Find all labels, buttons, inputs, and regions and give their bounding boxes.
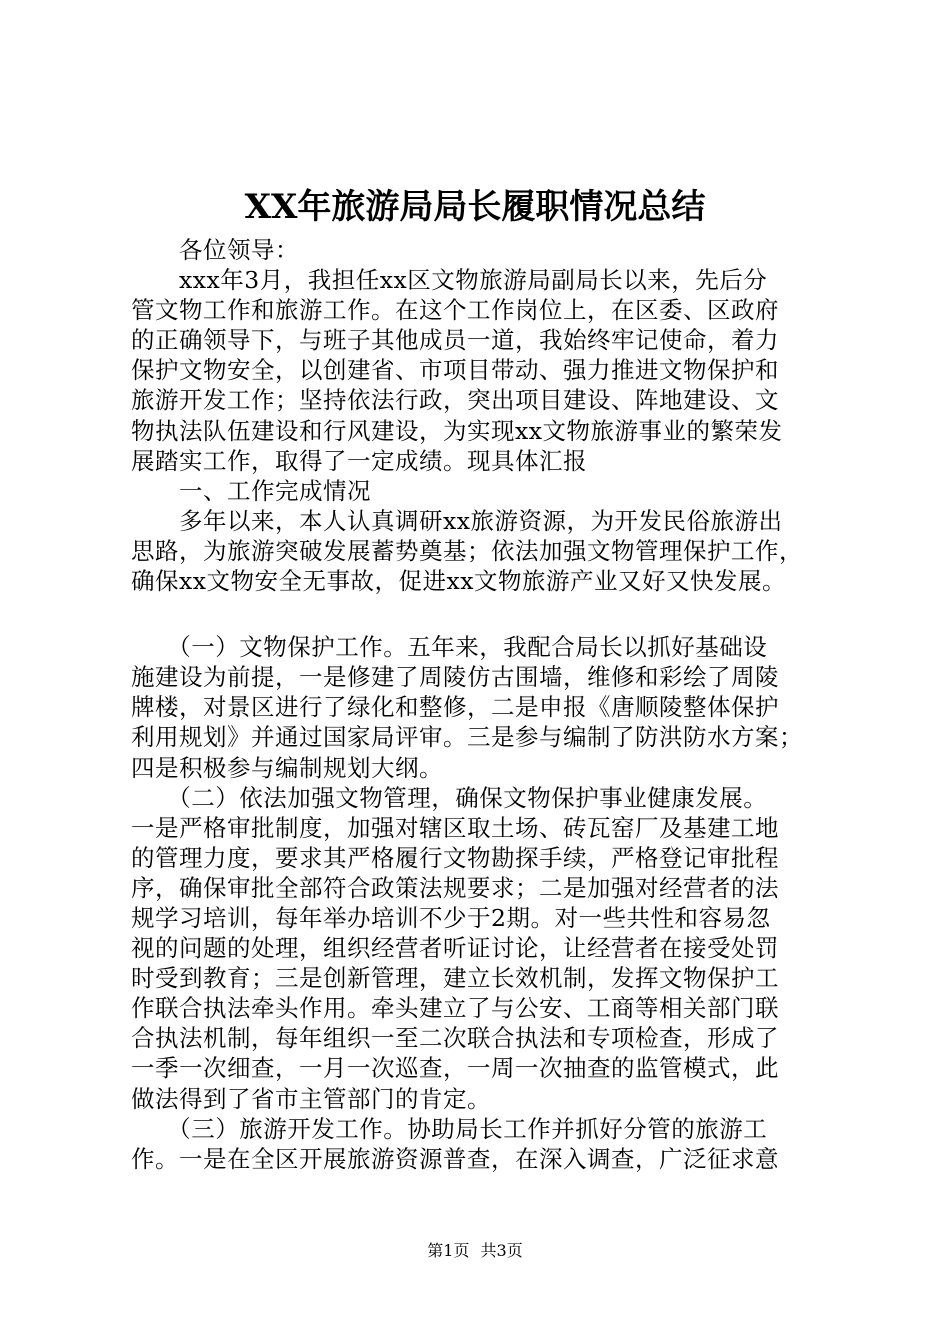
- body-line: xxx年3月，我担任xx区文物旅游局副局长以来，先后分: [131, 266, 768, 295]
- body-line: 保护文物安全，以创建省、市项目带动、强力推进文物保护和: [131, 356, 779, 385]
- page-number: 第1页: [427, 1241, 470, 1260]
- body-line: 视的问题的处理，组织经营者听证讨论，让经营者在接受处罚: [131, 934, 779, 963]
- body-line: 管文物工作和旅游工作。在这个工作岗位上，在区委、区政府: [131, 296, 779, 325]
- body-line: 多年以来，本人认真调研xx旅游资源，为开发民俗旅游出: [131, 506, 783, 535]
- body-line: 一是严格审批制度，加强对辖区取土场、砖瓦窑厂及基建工地: [131, 813, 779, 842]
- body-line: 牌楼，对景区进行了绿化和整修，二是申报《唐顺陵整体保护: [131, 693, 779, 722]
- body-line: 合执法机制，每年组织一至二次联合执法和专项检查，形成了: [131, 1024, 779, 1053]
- body-line: 序，确保审批全部符合政策法规要求；二是加强对经营者的法: [131, 873, 779, 902]
- page-total: 共3页: [480, 1241, 523, 1260]
- body-line: 规学习培训，每年举办培训不少于2期。对一些共性和容易忽: [131, 903, 771, 932]
- body-line: 做法得到了省市主管部门的肯定。: [131, 1084, 491, 1113]
- body-line: 各位领导：: [131, 236, 299, 264]
- body-line: 利用规划》并通过国家局评审。三是参与编制了防洪防水方案；: [131, 723, 803, 752]
- body-line: 作。一是在全区开展旅游资源普查，在深入调查，广泛征求意: [131, 1144, 779, 1173]
- body-line: 的管理力度，要求其严格履行文物勘探手续，严格登记审批程: [131, 843, 779, 872]
- body-line: 旅游开发工作；坚持依法行政，突出项目建设、阵地建设、文: [131, 386, 779, 415]
- section-heading: 一、工作完成情况: [131, 476, 371, 505]
- page-footer: [0, 1240, 950, 1262]
- document-body: [131, 235, 823, 1174]
- body-line: 施建设为前提，一是修建了周陵仿古围墙，维修和彩绘了周陵: [131, 663, 779, 692]
- body-line: 思路，为旅游突破发展蓄势奠基；依法加强文物管理保护工作，: [131, 536, 803, 565]
- paragraph-gap: [131, 596, 823, 632]
- body-line: 四是积极参与编制规划大纲。: [131, 753, 443, 782]
- body-line: 的正确领导下，与班子其他成员一道，我始终牢记使命，着力: [131, 326, 779, 355]
- body-line: 作联合执法牵头作用。牵头建立了与公安、工商等相关部门联: [131, 994, 779, 1023]
- body-line: 展踏实工作，取得了一定成绩。现具体汇报: [131, 446, 587, 475]
- body-line: （三）旅游开发工作。协助局长工作并抓好分管的旅游工: [131, 1114, 768, 1143]
- document-title: XX年旅游局局长履职情况总结: [244, 187, 706, 227]
- body-line: 一季一次细查，一月一次巡查，一周一次抽查的监管模式，此: [131, 1054, 779, 1083]
- body-line: （二）依法加强文物管理，确保文物保护事业健康发展。: [131, 783, 768, 812]
- body-line: 时受到教育；三是创新管理，建立长效机制，发挥文物保护工: [131, 964, 779, 993]
- body-line: 物执法队伍建设和行风建设，为实现xx文物旅游事业的繁荣发: [131, 416, 783, 445]
- body-line: 确保xx文物安全无事故，促进xx文物旅游产业又好又快发展。: [131, 567, 787, 596]
- body-line: （一）文物保护工作。五年来，我配合局长以抓好基础设: [131, 633, 768, 662]
